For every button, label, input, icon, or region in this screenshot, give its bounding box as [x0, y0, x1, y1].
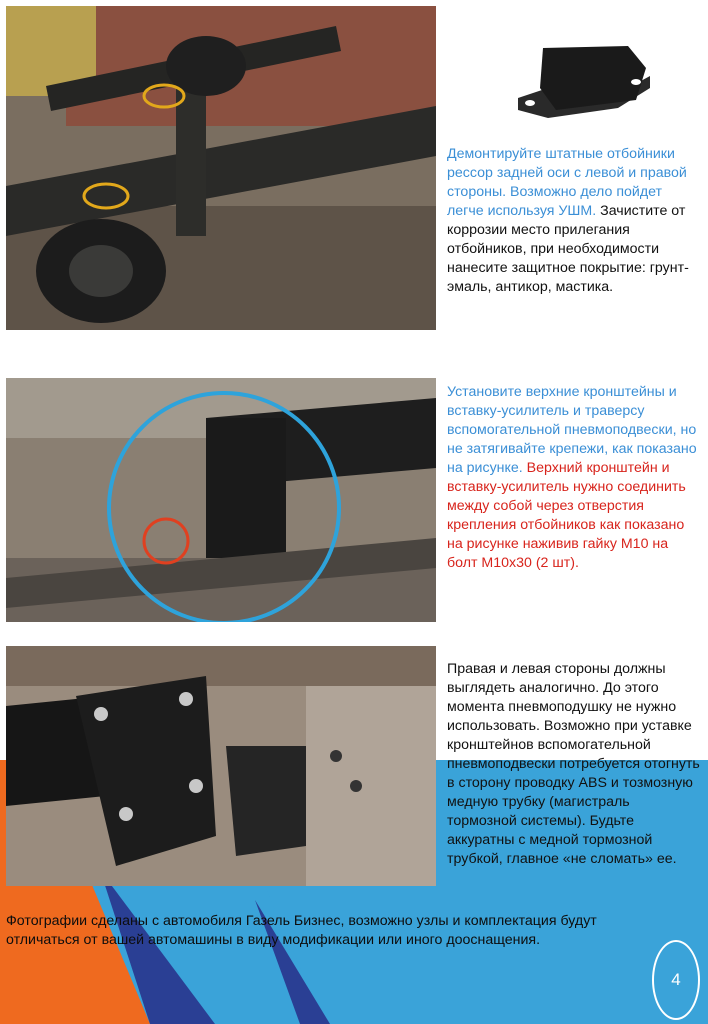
photo-bracket-result: [6, 646, 436, 886]
section3-text: [447, 660, 702, 869]
section2-red-text: Верхний кронштейн и вставку-усилитель нужно соединить между собой через отверстия крепления отбойников как показано на рисунке наживив гайку М10 на болт М10х30 (2 шт).: [447, 460, 686, 571]
page-number: 4: [652, 940, 700, 1020]
footer-caption: Фотографии сделаны с автомобиля Газель Бизнес, возможно узлы и комплектация будут отличаться от вашей автомашины в виду модификации или иного дооснащения.: [6, 913, 597, 948]
section2-blue-text: Установите верхние кронштейны и вставку-усилитель и траверсу вспомогательной пневмоподвески, но не затягивайте крепежи, как показано на рисунке.: [447, 384, 697, 476]
section2-text: [447, 383, 702, 573]
section1-black-text: Зачистите от коррозии место прилегания отбойников, при необходимости нанесите защитное покрытие: грунт-эмаль, антикор, мастика.: [447, 203, 689, 295]
photo-chassis: [6, 6, 436, 330]
photo-bump-stop: [508, 28, 658, 128]
photo-bracket-install: [6, 378, 436, 622]
section3-black-text: Правая и левая стороны должны выглядеть аналогично. До этого момента пневмоподушку не нужно использовать. Возможно при уставке кронштейнов вспомогательной пневмоподвески потребуется отогнуть в сторону проводку ABS и тозмозную медную трубку (магистраль тормозной системы). Будьте аккуратны с медной тормозной трубкой, главное «не сломать» ее.: [447, 661, 700, 867]
section1-text: [447, 145, 697, 297]
section1-blue-text: Демонтируйте штатные отбойники рессор задней оси с левой и правой стороны. Возможно дело пойдет легче используя УШМ.: [447, 146, 687, 219]
